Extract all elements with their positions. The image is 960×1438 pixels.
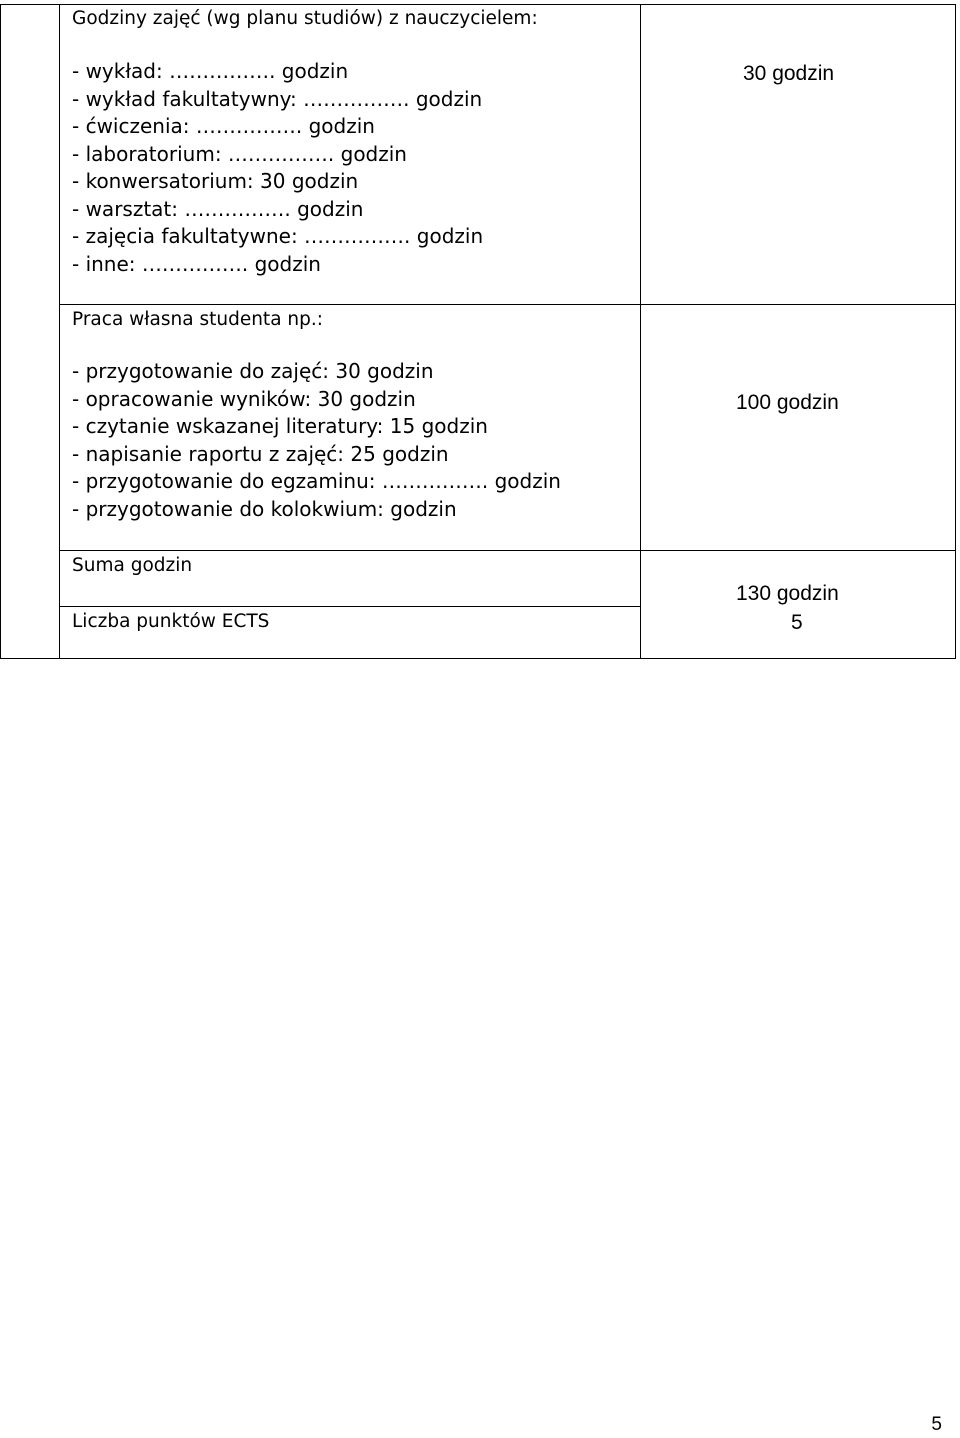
page-number: 5 — [931, 1414, 942, 1435]
self-study-item: - przygotowanie do zajęć: 30 godzin — [72, 359, 434, 383]
self-study-item: - opracowanie wyników: 30 godzin — [72, 387, 416, 411]
contact-item: - konwersatorium: 30 godzin — [72, 169, 359, 193]
contact-item: - wykład fakultatywny: ……………. godzin — [72, 87, 483, 111]
row-divider-sum — [59, 606, 641, 607]
contact-hours-total: 30 godzin — [743, 62, 835, 85]
self-study-header: Praca własna studenta np.: — [72, 309, 323, 330]
sum-label: Suma godzin — [72, 555, 193, 576]
contact-item: - ćwiczenia: ……………. godzin — [72, 114, 375, 138]
contact-item: - inne: ……………. godzin — [72, 252, 321, 276]
contact-item: - warsztat: ……………. godzin — [72, 197, 364, 221]
table-divider-right — [640, 4, 641, 659]
self-study-total: 100 godzin — [736, 391, 839, 414]
contact-item: - wykład: ……………. godzin — [72, 59, 349, 83]
ects-value: 5 — [791, 611, 803, 634]
self-study-item: - przygotowanie do egzaminu: ……………. godzin — [72, 469, 561, 493]
contact-item: - laboratorium: ……………. godzin — [72, 142, 407, 166]
contact-item: - zajęcia fakultatywne: ……………. godzin — [72, 224, 484, 248]
row-divider-contact — [59, 304, 956, 305]
sum-value: 130 godzin — [736, 582, 839, 605]
row-divider-self — [59, 550, 956, 551]
self-study-item: - przygotowanie do kolokwium: godzin — [72, 497, 457, 521]
table-divider-left — [59, 4, 60, 659]
self-study-item: - czytanie wskazanej literatury: 15 godzin — [72, 414, 488, 438]
self-study-item: - napisanie raportu z zajęć: 25 godzin — [72, 442, 449, 466]
contact-hours-header: Godziny zajęć (wg planu studiów) z nauczycielem: — [72, 8, 538, 29]
ects-label: Liczba punktów ECTS — [72, 611, 270, 632]
